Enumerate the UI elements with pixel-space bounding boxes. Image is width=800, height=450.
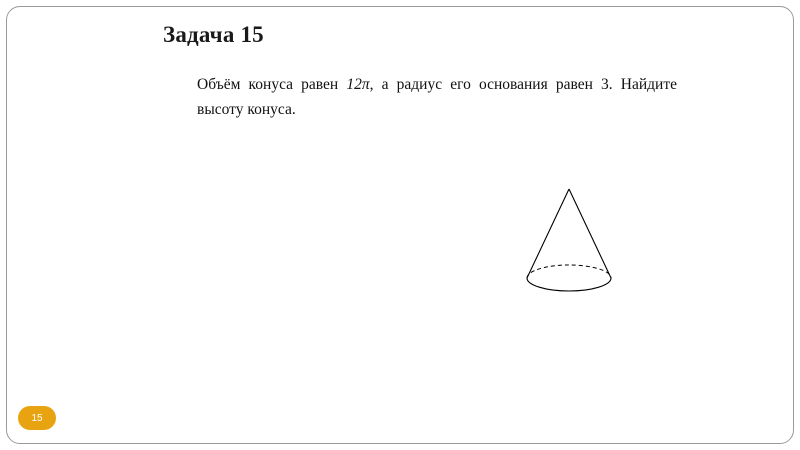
- problem-math-expression: 12π: [346, 76, 370, 93]
- problem-statement: [197, 72, 677, 122]
- cone-left-edge: [527, 189, 569, 278]
- cone-base-front: [527, 278, 611, 291]
- page-title: Задача 15: [163, 22, 264, 47]
- page-number-badge: 15: [18, 406, 56, 430]
- cone-base-back: [527, 265, 611, 278]
- problem-text-before-math: Объём конуса равен: [197, 76, 347, 93]
- problem-text-after-math: , а радиус его основания равен 3. Найдите высоту конуса.: [197, 76, 678, 118]
- cone-figure: [505, 175, 645, 305]
